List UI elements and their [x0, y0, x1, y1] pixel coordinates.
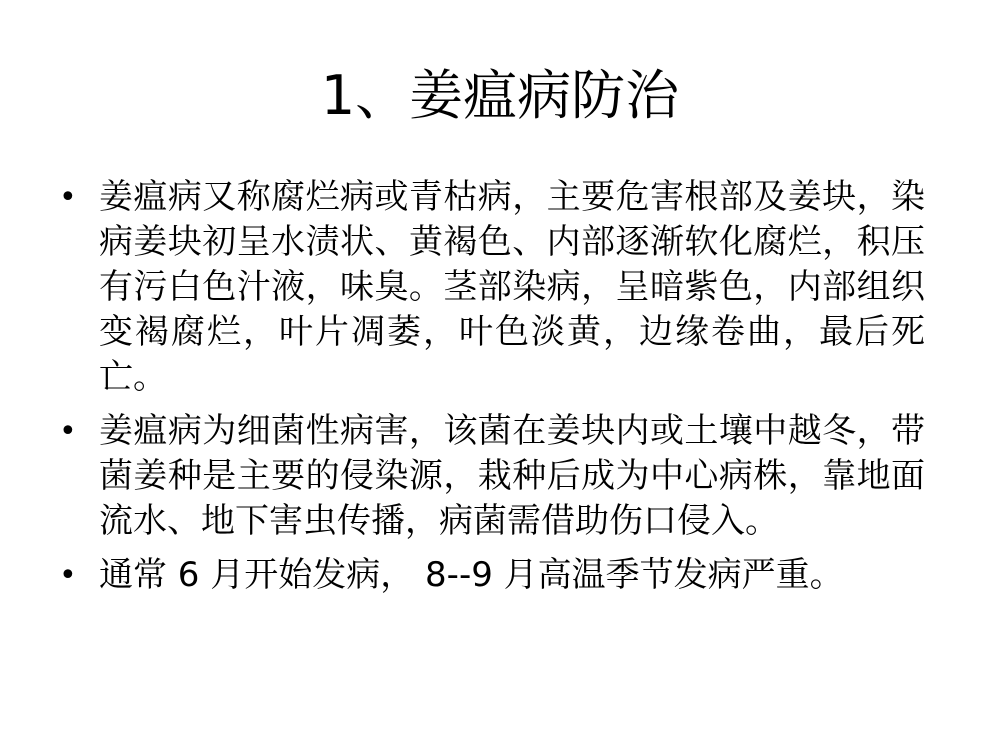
bullet-item — [55, 409, 925, 544]
bullet-list — [55, 175, 925, 607]
bullet-text: 姜瘟病又称腐烂病或青枯病，主要危害根部及姜块，染病姜块初呈水渍状、黄褐色、内部逐渐软化腐烂，积压有污白色汁液，味臭。茎部染病，呈暗紫色，内部组织变褐腐烂，叶片凋萎，叶色淡黄，边缘卷曲，最后死亡。 — [99, 177, 925, 397]
bullet-text: 姜瘟病为细菌性病害，该菌在姜块内或土壤中越冬，带菌姜种是主要的侵染源，栽种后成为中心病株，靠地面流水、地下害虫传播，病菌需借助伤口侵入。 — [99, 411, 925, 541]
bullet-marker-icon: • — [59, 414, 77, 449]
slide-title: 1、姜瘟病防治 — [320, 64, 680, 127]
bullet-text: 通常 6 月开始发病， 8--9 月高温季节发病严重。 — [99, 555, 844, 595]
bullet-item — [55, 175, 925, 400]
bullet-marker-icon: • — [59, 558, 77, 593]
bullet-item — [55, 553, 925, 598]
bullet-marker-icon: • — [59, 180, 77, 215]
